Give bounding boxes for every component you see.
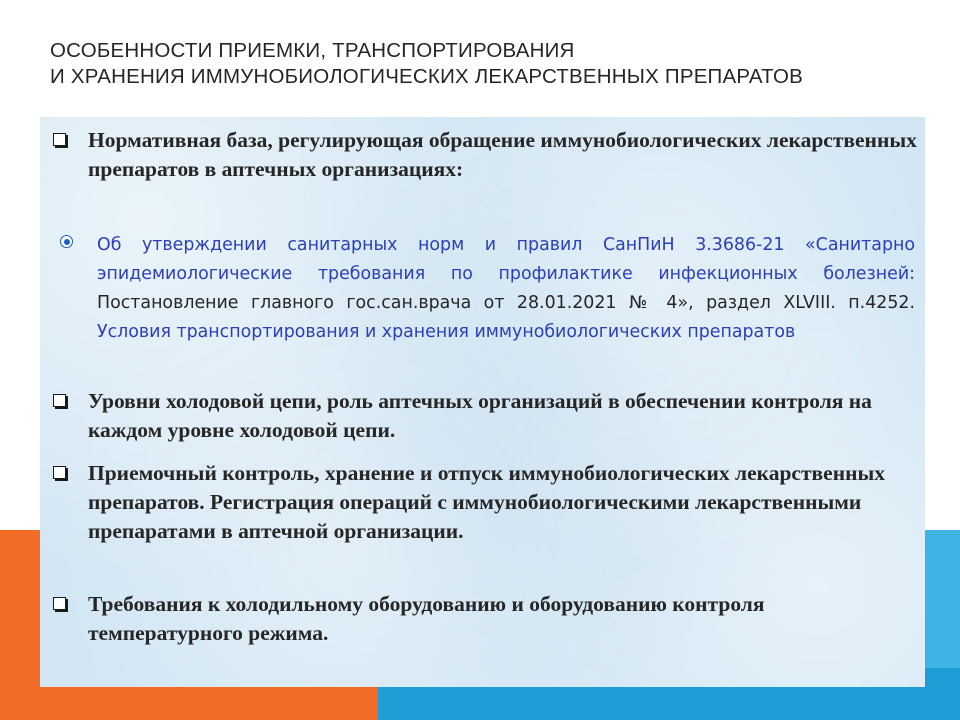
checkbox-bullet-icon	[53, 133, 66, 146]
slide-title	[50, 38, 930, 90]
regulation-subject: Условия транспортирования и хранения иммунобиологических препаратов	[97, 322, 796, 342]
slide-title-line-1: ОСОБЕННОСТИ ПРИЕМКИ, ТРАНСПОРТИРОВАНИЯ	[50, 39, 575, 62]
regulation-decree: Постановление главного гос.сан.врача от 28.01.2021 № 4»	[97, 293, 689, 313]
checkbox-bullet-icon	[53, 466, 66, 479]
regulation-section: , раздел XLVIII. п.4252.	[688, 293, 915, 313]
bullet-text: Приемочный контроль, хранение и отпуск иммунобиологических лекарственных препаратов. Регистрация операций с иммунобиологическими лекарственными препаратами в аптечной организации.	[88, 461, 886, 543]
regulation-title: Об утверждении санитарных норм и правил СанПиН 3.3686-21 «Санитарно эпидемиологические требования по профилактике инфекционных болезней:	[97, 235, 915, 284]
bullet-text: Уровни холодовой цепи, роль аптечных организаций в обеспечении контроля на каждом уровне холодовой цепи.	[88, 389, 872, 442]
bullet-text: Требования к холодильному оборудованию и оборудованию контроля температурного режима.	[88, 592, 765, 645]
bullet-text: Нормативная база, регулирующая обращение иммунобиологических лекарственных препаратов в аптечных организациях:	[88, 128, 917, 181]
content-panel	[40, 117, 925, 687]
regulation-reference	[97, 231, 915, 347]
checkbox-bullet-icon	[53, 394, 66, 407]
radio-bullet-icon	[60, 235, 73, 248]
slide-title-line-2: И ХРАНЕНИЯ ИММУНОБИОЛОГИЧЕСКИХ ЛЕКАРСТВЕННЫХ ПРЕПАРАТОВ	[50, 65, 803, 88]
checkbox-bullet-icon	[53, 597, 66, 610]
